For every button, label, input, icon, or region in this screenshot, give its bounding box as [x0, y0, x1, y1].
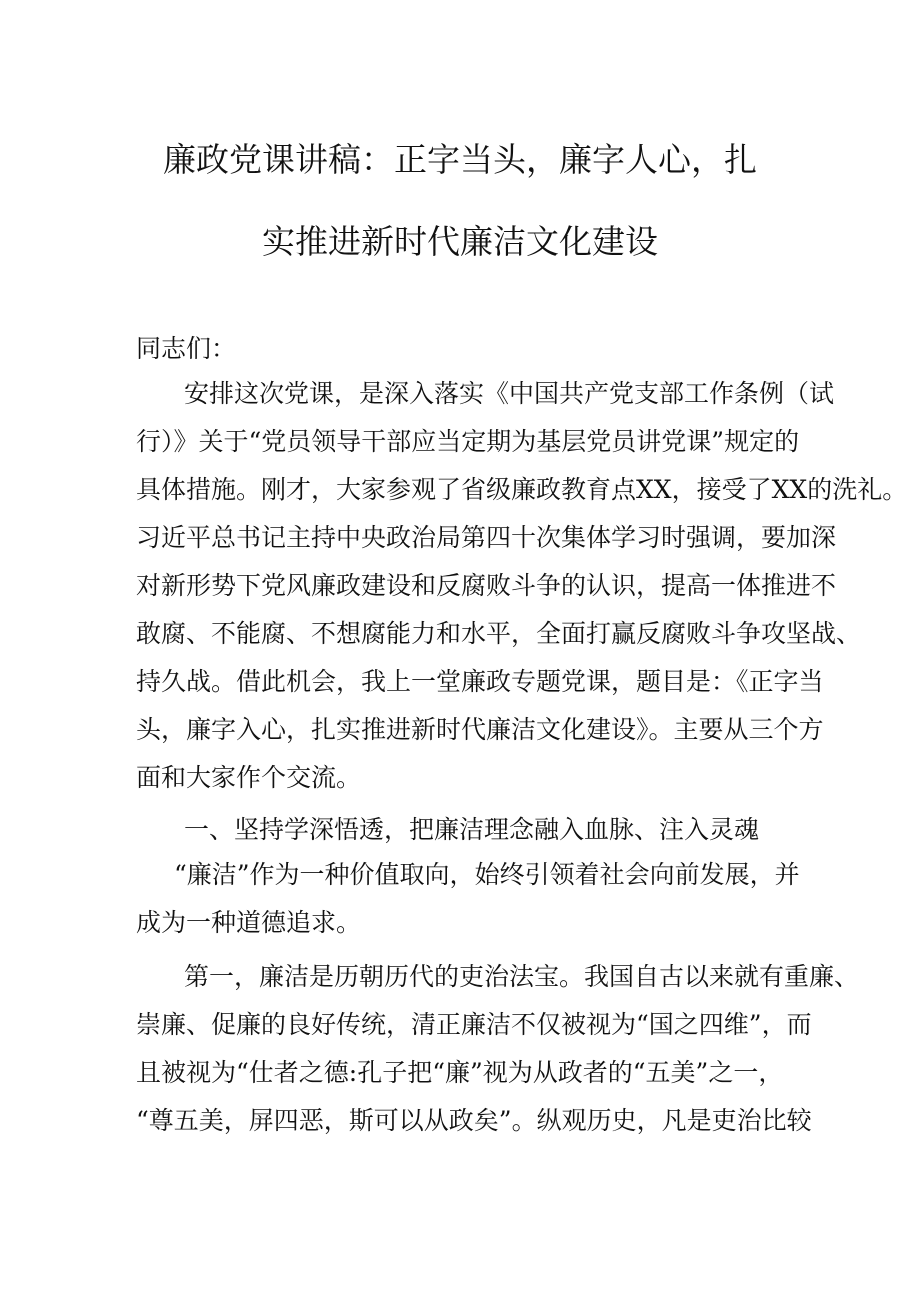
text-line: 持久战。借此机会，我上一堂廉政专题党课，题目是：《正字当 — [136, 667, 824, 696]
text-line: 面和大家作个交流。 — [136, 763, 362, 792]
text-line: 习近平总书记主持中央政治局第四十次集体学习时强调，要加深 — [136, 523, 837, 552]
text-line: “廉洁”作为一种价值取向，始终引领着社会向前发展，并 — [174, 860, 800, 889]
document-title-line-1: 廉政党课讲稿：正字当头，廉字人心，扎 — [163, 140, 757, 179]
text-line: 行）》关于“党员领导干部应当定期为基层党员讲党课”规定的 — [136, 427, 800, 456]
text-line: 敢腐、不能腐、不想腐能力和水平，全面打赢反腐败斗争攻坚战、 — [136, 619, 862, 648]
section-1-heading — [136, 806, 796, 854]
greeting: 同志们： — [136, 334, 237, 363]
text-line: 安排这次党课，是深入落实《中国共产党支部工作条例（试 — [184, 379, 835, 408]
text-line: 且被视为“仕者之德:孔子把“廉”视为从政者的“五美”之一， — [136, 1058, 784, 1087]
text-line: 崇廉、促廉的良好传统，清正廉洁不仅被视为“国之四维”，而 — [136, 1010, 812, 1039]
text-line: 具体措施。刚才，大家参观了省级廉政教育点XX，接受了XX的洗礼。 — [136, 475, 908, 504]
text-line: 头，廉字入心，扎实推进新时代廉洁文化建设》。主要从三个方 — [136, 715, 824, 744]
document-title-line-2: 实推进新时代廉洁文化建设 — [262, 222, 658, 261]
text-line: 第一，廉洁是历朝历代的吏治法宝。我国自古以来就有重廉、 — [184, 962, 860, 991]
text-line: 成为一种道德追求。 — [136, 908, 362, 937]
text-line: 对新形势下党风廉政建设和反腐败斗争的认识，提高一体推进不 — [136, 571, 837, 600]
intro-paragraph — [136, 370, 908, 802]
text-line: “尊五美，屏四恶，斯可以从政矣”。纵观历史，凡是吏治比较 — [136, 1106, 812, 1135]
section-heading-text: 一、坚持学深悟透，把廉洁理念融入血脉、注入灵魂 — [184, 815, 760, 844]
section-1-intro-paragraph — [136, 851, 800, 947]
point-1-paragraph — [136, 953, 860, 1145]
